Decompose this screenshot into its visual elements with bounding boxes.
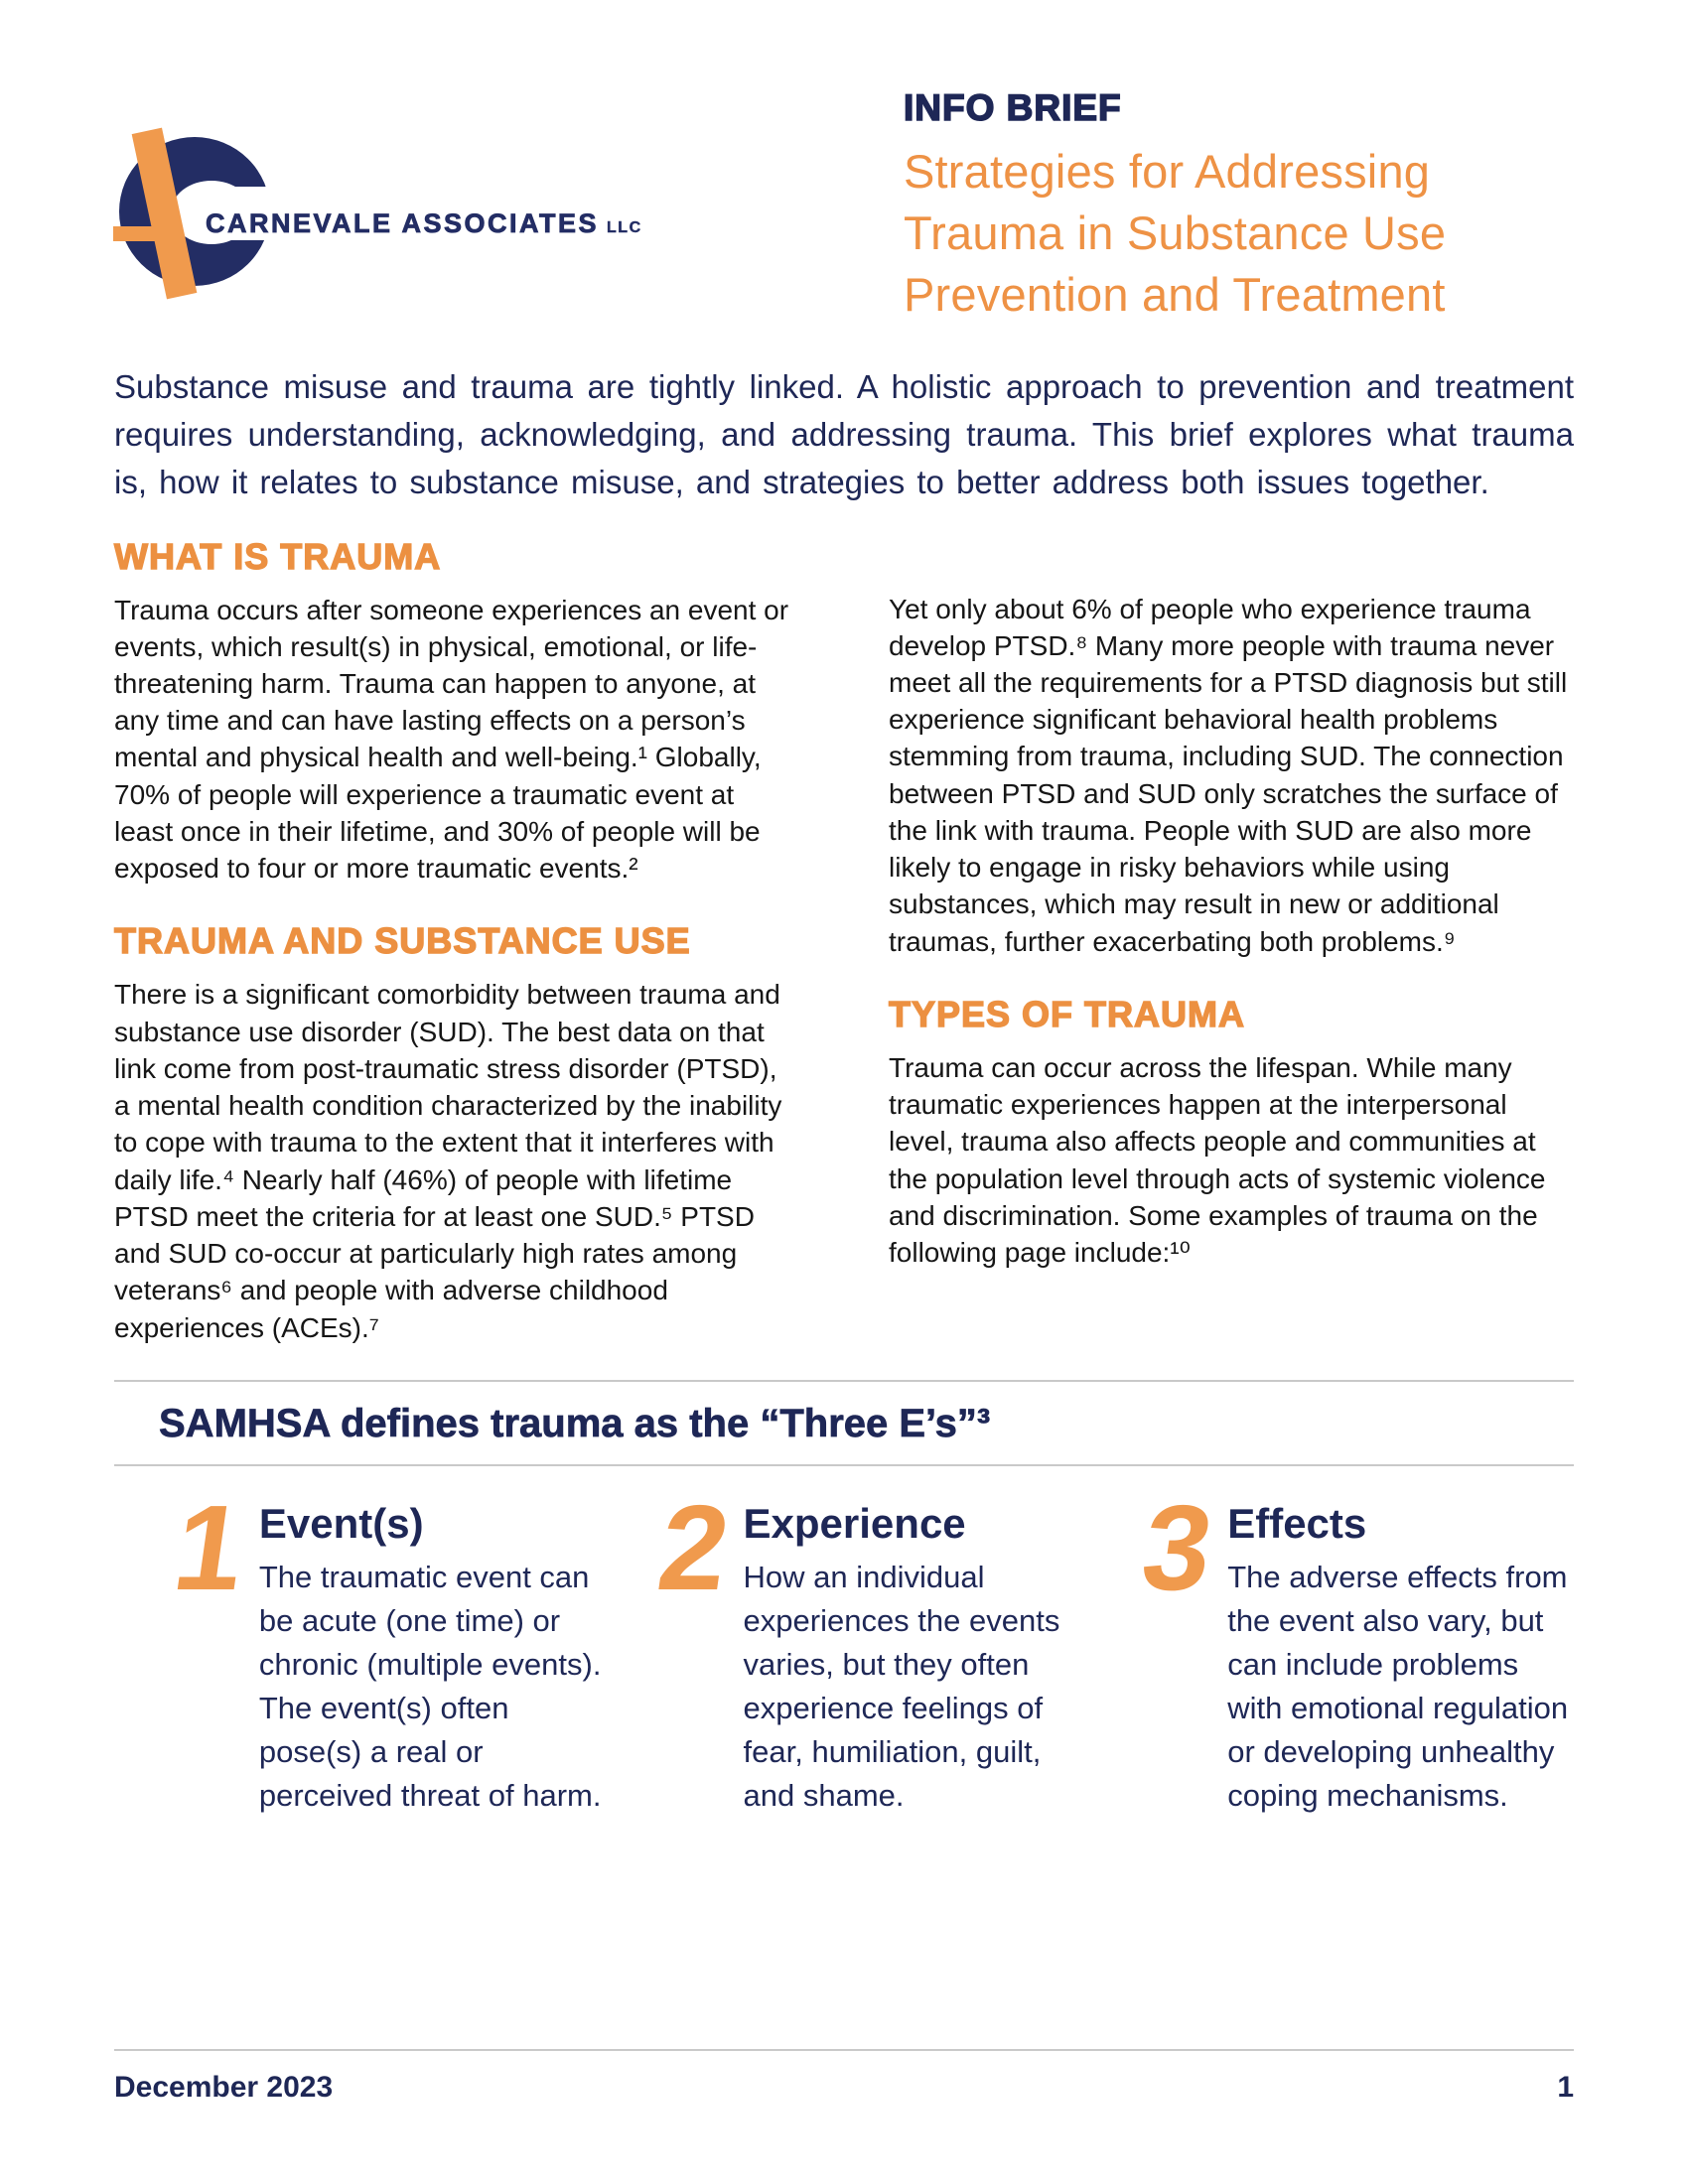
footer-date: December 2023 — [114, 2071, 334, 2104]
footer-page-number: 1 — [1557, 2071, 1574, 2104]
divider-footer — [114, 2049, 1574, 2051]
company-name — [206, 208, 642, 239]
three-es-title-effects: Effects — [1227, 1499, 1367, 1547]
numeral-3: 3 — [1134, 1479, 1221, 1615]
paragraph-ptsd-link: Yet only about 6% of people who experience trauma develop PTSD.⁸ Many more people with trauma never meet all the requirements for a PTSD diagnosis but still experience significant behavioral health problems stemming from trauma, including SUD. The connection between PTSD and SUD only scratches the surface of the link with trauma. People with SUD are also more likely to engage in risky behaviors while using substances, which may result in new or additional traumas, further exacerbating both problems.⁹ — [889, 593, 1568, 957]
paragraph-types-of-trauma: Trauma can occur across the lifespan. While many traumatic experiences happen at the interpersonal level, trauma also affects people and communities at the population level through acts of systemic violence and discrimination. Some examples of trauma on the following page include:¹⁰ — [889, 1051, 1546, 1269]
three-es-item-experience — [650, 1479, 1090, 1818]
three-es-content-experience — [744, 1498, 1090, 1818]
samhsa-heading: SAMHSA defines trauma as the “Three E’s”³ — [159, 1401, 991, 1445]
numeral-1: 1 — [166, 1479, 253, 1615]
three-es-title-experience: Experience — [743, 1499, 966, 1547]
page-title: Strategies for Addressing Trauma in Substance Use Prevention and Treatment — [904, 145, 1447, 322]
body-columns — [114, 536, 1574, 1346]
heading-what-is-trauma: WHAT IS TRAUMA — [114, 535, 442, 577]
heading-types-of-trauma: TYPES OF TRAUMA — [889, 993, 1246, 1034]
paragraph-what-is-trauma: Trauma occurs after someone experiences an event or events, which result(s) in physical, emotional, or life-threatening harm. Trauma can happen to anyone, at any time and can have lasting effects on a person’s mental and physical health and well-being.¹ Globally, 70% of people will experience a traumatic event at least once in their lifetime, and 30% of people will be exposed to four or more traumatic events.² — [114, 594, 789, 885]
divider-below-samhsa — [114, 1464, 1574, 1466]
three-es-body-effects: The adverse effects from the event also vary, but can include problems with emotional regulation or developing unhealthy coping mechanisms. — [1227, 1559, 1569, 1813]
footer-row — [114, 2071, 1574, 2105]
numeral-2: 2 — [650, 1479, 738, 1615]
title-block — [904, 87, 1571, 326]
heading-trauma-and-substance-use: TRAUMA AND SUBSTANCE USE — [114, 920, 691, 962]
three-es-item-effects — [1134, 1479, 1574, 1818]
three-es-body-experience: How an individual experiences the events varies, but they often experience feelings of fear, humiliation, guilt, and shame. — [743, 1559, 1060, 1813]
three-es-section — [114, 1479, 1574, 1818]
three-es-item-events — [166, 1479, 606, 1818]
carnevale-logo — [114, 137, 750, 301]
intro-paragraph: Substance misuse and trauma are tightly linked. A holistic approach to prevention and treatment requires understanding, acknowledging, and addressing trauma. This brief explores what trauma is, how it relates to substance misuse, and strategies to better address both issues together. — [114, 368, 1574, 500]
footer — [114, 2049, 1574, 2105]
company-name-main: CARNEVALE ASSOCIATES — [206, 208, 600, 238]
three-es-content-effects — [1227, 1498, 1574, 1818]
company-name-suffix: LLC — [607, 219, 642, 236]
header — [114, 87, 1574, 347]
kicker-info-brief: INFO BRIEF — [904, 87, 1122, 128]
logo-a-crossbar — [113, 226, 159, 241]
three-es-title-events: Event(s) — [258, 1499, 424, 1547]
three-es-content-events — [259, 1498, 606, 1818]
paragraph-trauma-and-substance-use: There is a significant comorbidity between trauma and substance use disorder (SUD). The best data on that link come from post-traumatic stress disorder (PTSD), a mental health condition characterized by the inability to cope with trauma to the extent that it interferes with daily life.⁴ Nearly half (46%) of people with lifetime PTSD meet the criteria for at least one SUD.⁵ PTSD and SUD co-occur at particularly high rates among veterans⁶ and people with adverse childhood experiences (ACEs).⁷ — [114, 979, 782, 1343]
right-column — [889, 536, 1574, 1346]
three-es-body-events: The traumatic event can be acute (one time) or chronic (multiple events). The event(s) often pose(s) a real or perceived threat of harm. — [258, 1559, 602, 1813]
left-column — [114, 536, 789, 1346]
divider-above-samhsa — [114, 1380, 1574, 1382]
